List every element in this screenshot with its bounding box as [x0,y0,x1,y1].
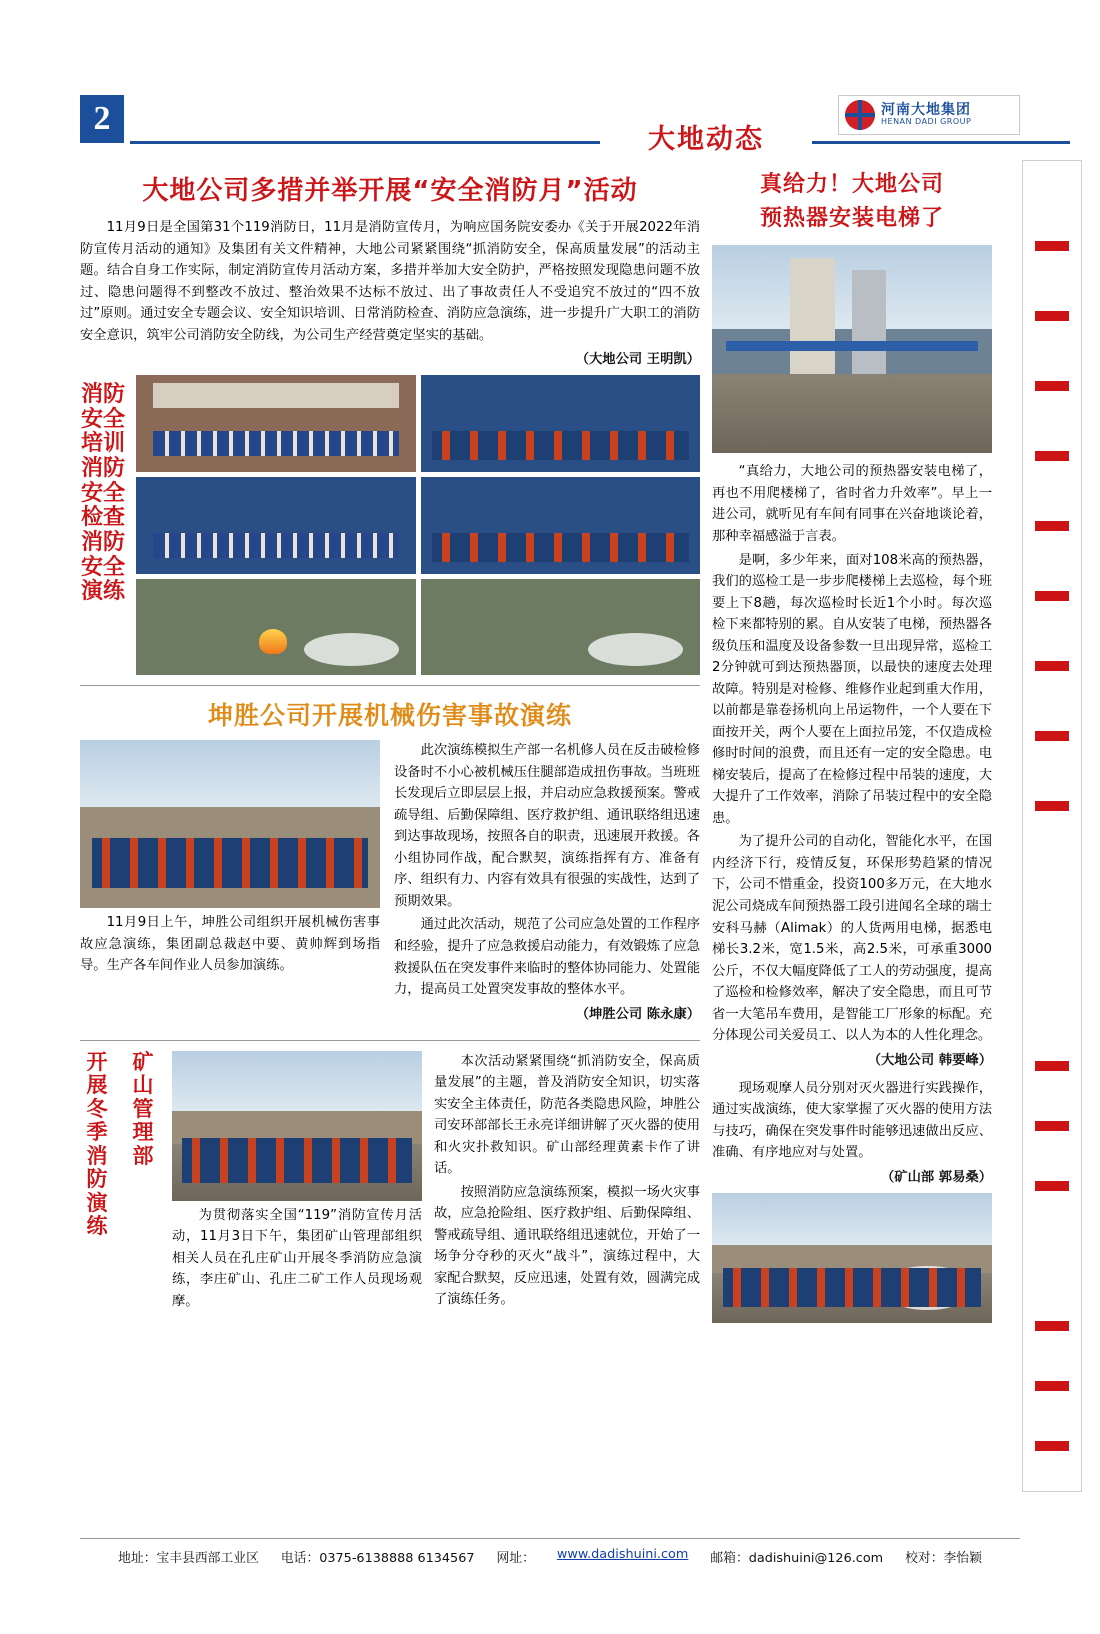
page-number: 2 [80,95,124,143]
article1-paragraph: 11月9日是全国第31个119消防日，11月是消防宣传月，为响应国务院安委办《关于开展2022年消防宣传月活动的通知》及集团有关文件精神，大地公司紧紧围绕“抓消防安全，保高质量发展”的活动主题。结合自身工作实际，制定消防宣传月活动方案，多措并举加大安全防护，严格按照发现隐患问题不放过、隐患问题得不到整改不放过、整治效果不达标不放过、出了事故责任人不受追究不放过的“四不放过”原则。通过安全专题会议、安全知识培训、日常消防检查、消防应急演练，进一步提升广大职工的消防安全意识，筑牢公司消防安全防线，为公司生产经营奠定坚实的基础。 [80,220,700,343]
company-logo [838,95,1020,135]
divider-2 [80,1040,700,1041]
article2-caption: 11月9日上午，坤胜公司组织开展机械伤害事故应急演练，集团副总裁赵中要、黄帅辉到场指导。生产各车间作业人员参加演练。 [80,915,380,974]
section-title: 大地动态 [600,117,812,156]
article3-side-label: 开展冬季消防演练 [86,1049,108,1239]
article2-body [80,740,700,1029]
article3-byline: （矿山部 郭易桑） [880,1169,992,1185]
footer-web-label: 网址： [496,1551,535,1566]
footer [80,1538,1020,1566]
article4-byline: （大地公司 韩要峰） [867,1052,992,1068]
photo-extinguisher-check [136,477,416,574]
article4-headline-2: 预热器安装电梯了 [759,205,944,231]
article2-paragraph-2: 通过此次活动，规范了公司应急处置的工作程序和经验，提升了应急救援启动能力，有效锻炼了应急救援队伍在突发事件来临时的整体协同能力、处置能力，提高员工处置突发事故的整体水平。 [394,917,700,998]
article3-paragraph-3: 现场观摩人员分别对灭火器进行实践操作，通过实战演练，使大家掌握了灭火器的使用方法与技巧，确保在突发事件时能够迅速做出反应、准确、有序地应对与处置。 [712,1080,992,1161]
article1-photo-block [80,375,700,675]
masthead [80,95,1020,155]
right-column [712,170,992,1323]
photo-preheater-tower [712,245,992,453]
article3-caption: 为贯彻落实全国“119”消防宣传月活动，11月3日下午，集团矿山管理部组织相关人员在孔庄矿山开展冬季消防应急演练，李庄矿山、孔庄二矿工作人员现场观摩。 [172,1207,422,1309]
footer-proofreader: 校对：李怡颖 [905,1551,982,1566]
left-column [80,170,700,1314]
masthead-rule-left [130,141,650,144]
article4-paragraph-3: 为了提升公司的自动化，智能化水平，在国内经济下行，疫情反复，环保形势趋紧的情况下，公司不惜重金，投资100多万元，在大地水泥公司烧成车间预热器工段引进闻名全球的瑞士安科马赫（Alimak）的人货两用电梯，据悉电梯长3.2米，宽1.5米，高2.5米，可承重3000公斤，不仅大幅度降低了工人的劳动强度，提高了巡检和检修效率，解决了安全隐患，而且可节省一大笔吊车费用，是智能工厂形象的标配。充分体现公司关爱员工、以人为本的人性化理念。 [712,834,992,1044]
masthead-rule-right [780,141,1070,144]
article3-paragraph-1: 本次活动紧紧围绕“抓消防安全，保高质量发展”的主题，普及消防安全知识，切实落实安全主体责任，防范各类隐患风险，坤胜公司安环部部长王永亮详细讲解了灭火器的使用和火灾扑救知识。矿山部经理黄素卡作了讲话。 [434,1053,700,1177]
article3-dept-label: 矿山管理部 [132,1049,154,1168]
photo-corridor-inspection [421,375,701,472]
article2-byline: （坤胜公司 陈永康） [575,1006,700,1022]
article4-paragraph-2: 是啊，多少年来，面对108米高的预热器，我们的巡检工是一步步爬楼梯上去巡检，每个班要上下8趟，每次巡检时长近1个小时。每次巡检下来都特别的累。自从安装了电梯，预热器各级负压和温度及设备参数一旦出现异常，巡检工2分钟就可到达预热器顶，以最快的速度去处理故障。特别是对检修、维修作业起到重大作用，以前都是靠卷扬机向上吊运物件，一个人要在下面按开关，两个人要在上面拉吊笼，不仅造成检修时时间的浪费，而且还有一定的安全隐患。电梯安装后，提高了在检修过程中吊装的速度，大大提升了工作效率，消除了吊装过程中的安全隐患。 [712,552,992,826]
article1-headline: 大地公司多措并举开展“安全消防月”活动 [142,176,638,206]
article3-paragraph-2: 按照消防应急演练预案，模拟一场火灾事故，应急抢险组、医疗救护组、后勤保障组、警戒疏导组、通讯联络组迅速就位，开始了一场争分夺秒的灭火“战斗”，演练过程中，大家配合默契，反应迅速，处置有效，圆满完成了演练任务。 [434,1184,700,1308]
article2-headline: 坤胜公司开展机械伤害事故演练 [207,701,572,731]
photo-fire-drill [136,579,416,676]
globe-icon [845,100,875,130]
article3-body [80,1051,700,1315]
article1-byline: （大地公司 王明凯） [575,352,700,368]
photo-mine-drill [172,1051,422,1201]
photo-hose-drill [421,579,701,676]
divider-1 [80,685,700,686]
photo-koonsheng-drill [80,740,380,908]
photo-cabinet-inspection [421,477,701,574]
footer-address: 地址：宝丰县西部工业区 [118,1551,259,1566]
footer-mail: 邮箱：dadishuini@126.com [710,1551,884,1566]
photo-extinguisher-practice [712,1193,992,1323]
photo-training-meeting [136,375,416,472]
article2-paragraph-1: 此次演练模拟生产部一名机修人员在反击破检修设备时不小心被机械压住腿部造成扭伤事故。当班班长发现后立即层层上报，并启动应急救援预案。警戒疏导组、后勤保障组、医疗救护组、通讯联络组迅速到达事故现场，按照各自的职责，迅速展开救援。各小组协同作战，配合默契，演练指挥有方、准备有序、组织有力、内容有效具有很强的实战性，达到了预期效果。 [394,743,700,909]
footer-web-link[interactable]: www.dadishuini.com [556,1547,689,1562]
side-rail [1022,160,1082,1492]
logo-company-en: HENAN DADI GROUP [881,117,972,127]
footer-phone: 电话：0375-6138888 6134567 [280,1551,475,1566]
article4-headline-1: 真给力！大地公司 [759,172,944,197]
article4-paragraph-1: “真给力，大地公司的预热器安装电梯了，再也不用爬楼梯了，省时省力升效率”。早上一进公司，就听见有车间有同事在兴奋地谈论着，那种幸福感溢于言表。 [712,464,992,544]
article1-side-label: 消防安全培训 消防安全检查 消防安全演练 [80,382,125,605]
logo-company-cn: 河南大地集团 [881,101,971,118]
